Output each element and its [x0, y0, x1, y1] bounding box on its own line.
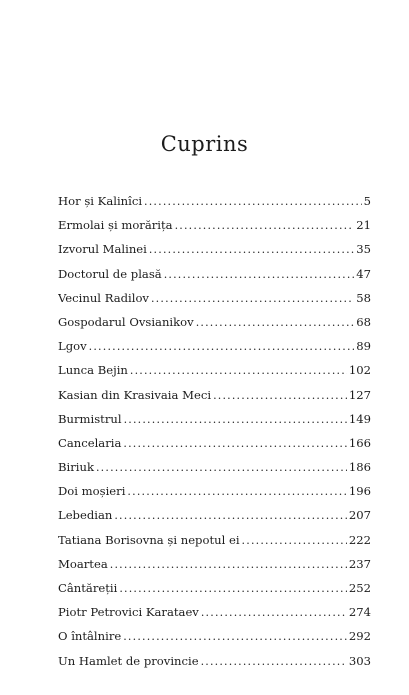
- toc-entry-page: 274: [348, 605, 371, 620]
- toc-entry: [58, 237, 371, 261]
- toc-entry: [58, 431, 371, 455]
- dot-leader: [123, 432, 346, 455]
- toc-entry-title: O întâlnire: [58, 629, 122, 644]
- dot-leader: [201, 601, 347, 624]
- toc-entry: [58, 479, 371, 503]
- toc-entry-page: 58: [356, 290, 371, 305]
- toc-entry-page: 196: [348, 484, 371, 499]
- toc-entry: [58, 310, 371, 334]
- toc-entry-title: Moartea: [58, 556, 108, 571]
- page-title: Cuprins: [160, 132, 249, 156]
- toc-entry-page: 252: [348, 581, 371, 595]
- toc-entry-title: Gospodarul Ovsianikov: [58, 314, 194, 329]
- toc-entry: [58, 383, 371, 407]
- toc-entry-page: 102: [348, 363, 371, 378]
- dot-leader: [119, 577, 347, 600]
- toc-entry: [58, 262, 371, 286]
- toc-entry-title: Izvorul Malinei: [58, 242, 147, 257]
- toc-entry-title: Kasian din Krasivaia Meci: [58, 387, 212, 402]
- toc-entry: [58, 503, 371, 527]
- toc-entry: [58, 455, 371, 479]
- toc-entry-page: 89: [356, 339, 371, 354]
- toc-entry: [58, 576, 371, 600]
- toc-entry-page: 303: [348, 653, 371, 668]
- dot-leader: [201, 650, 347, 673]
- toc-entry: [58, 407, 371, 431]
- toc-entry: [58, 334, 371, 358]
- toc-entry-title: Hor și Kalinîci: [58, 194, 143, 208]
- dot-leader: [96, 456, 347, 479]
- dot-leader: [130, 359, 347, 382]
- dot-leader: [114, 504, 347, 527]
- toc-entry: [58, 624, 371, 648]
- toc-entry-page: 35: [356, 242, 371, 257]
- toc-entry-page: 222: [348, 532, 371, 547]
- toc-entry-page: 292: [348, 629, 371, 644]
- toc-entry-title: Lgov: [58, 339, 87, 354]
- toc-entry: [58, 552, 371, 576]
- toc-entry-title: Piotr Petrovici Karataev: [58, 605, 199, 620]
- toc-entry-page: 186: [348, 460, 371, 475]
- dot-leader: [242, 529, 347, 552]
- toc-entry-title: Biriuk: [58, 460, 94, 475]
- toc-entry-page: 166: [348, 435, 371, 450]
- dot-leader: [164, 263, 355, 286]
- dot-leader: [149, 238, 354, 261]
- dot-leader: [89, 335, 355, 358]
- toc-entry: [58, 189, 371, 213]
- toc-entry-title: Ermolai și morărița: [58, 218, 173, 233]
- dot-leader: [175, 214, 355, 237]
- toc-entry-title: Cancelaria: [58, 435, 122, 450]
- toc-entry-title: Doi moșieri: [58, 484, 126, 499]
- toc-entry-title: Lebedian: [58, 508, 113, 523]
- dot-leader: [151, 287, 354, 310]
- toc-entry-title: Vecinul Radilov: [58, 290, 149, 305]
- toc-entry-title: Tatiana Borisovna și nepotul ei: [58, 532, 240, 547]
- toc-entry-page: 21: [356, 218, 371, 233]
- toc-entry-page: 237: [348, 556, 371, 571]
- toc-entry-page: 5: [363, 194, 371, 208]
- toc-entry-title: Un Hamlet de provincie: [58, 653, 199, 668]
- dot-leader: [213, 384, 347, 407]
- dot-leader: [124, 408, 347, 431]
- toc-entry: [58, 600, 371, 624]
- toc-entry-title: Doctorul de plasă: [58, 266, 162, 281]
- dot-leader: [123, 625, 347, 648]
- toc-entry-page: 47: [356, 266, 371, 281]
- dot-leader: [127, 480, 346, 503]
- toc-entry: [58, 213, 371, 237]
- toc-entry-title: Burmistrul: [58, 411, 122, 426]
- toc-entry-page: 127: [348, 387, 371, 402]
- toc-entry-page: 207: [348, 508, 371, 523]
- toc-entry-page: 149: [348, 411, 371, 426]
- toc-entry: [58, 358, 371, 382]
- dot-leader: [196, 311, 355, 334]
- dot-leader: [110, 553, 347, 576]
- toc-entry-title: Lunca Bejin: [58, 363, 128, 378]
- dot-leader: [144, 190, 362, 213]
- toc-entry: [58, 649, 371, 673]
- toc-entry: [58, 528, 371, 552]
- toc-entry-page: 68: [356, 314, 371, 329]
- table-of-contents: [58, 189, 371, 673]
- toc-entry: [58, 286, 371, 310]
- toc-entry-title: Cântăreții: [58, 581, 118, 595]
